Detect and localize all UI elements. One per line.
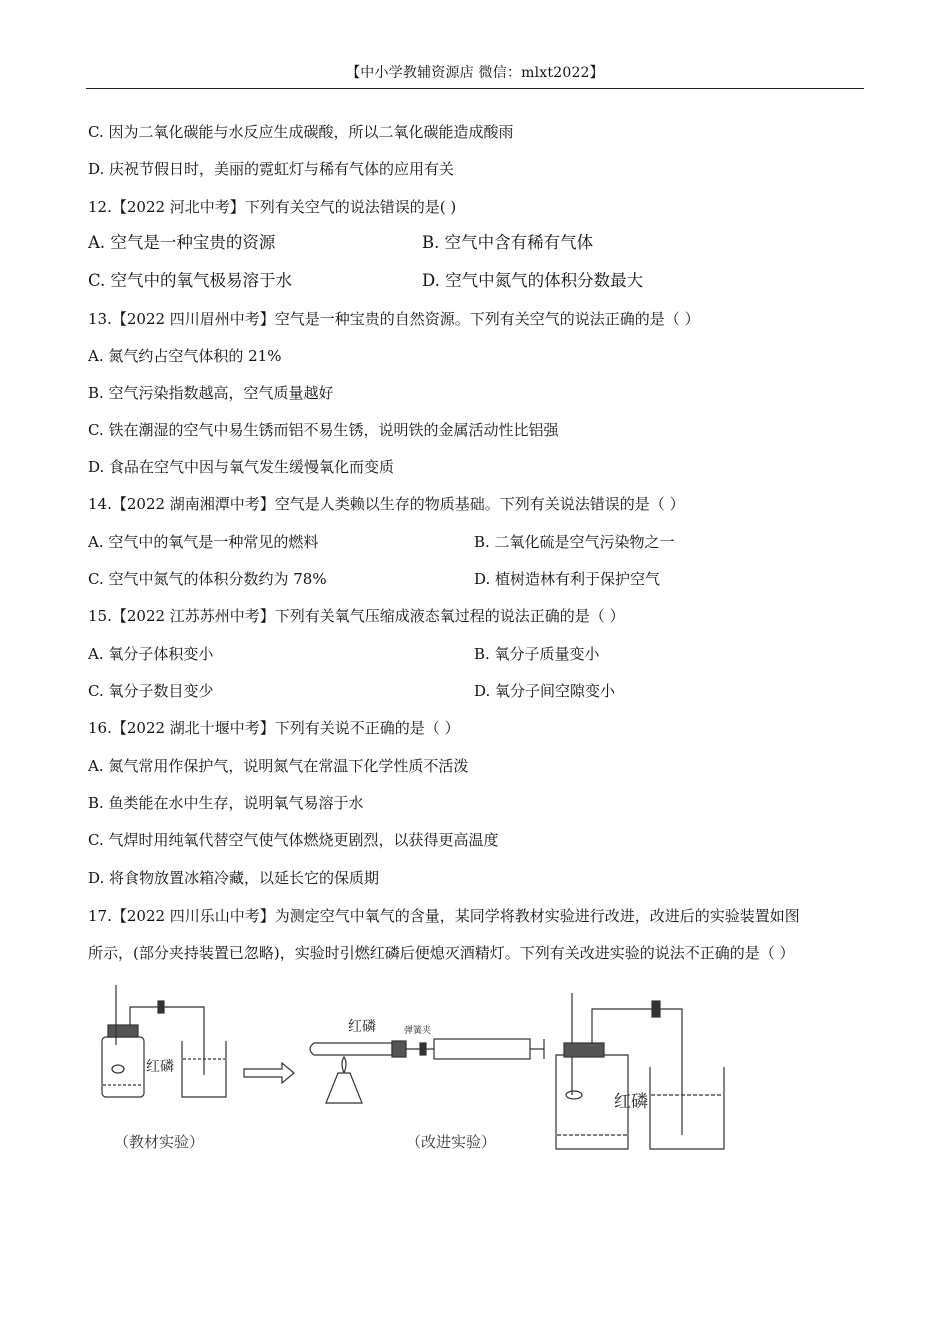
third-spoon — [566, 1091, 582, 1099]
combustion-spoon — [112, 1065, 124, 1073]
q13-option-c: C. 铁在潮湿的空气中易生锈而铝不易生锈，说明铁的金属活动性比铝强 — [88, 421, 559, 439]
q13-stem: 13.【2022 四川眉州中考】空气是一种宝贵的自然资源。下列有关空气的说法正确的是（ ） — [88, 310, 700, 328]
q11-option-d: D. 庆祝节假日时，美丽的霓虹灯与稀有气体的应用有关 — [88, 160, 455, 178]
q16-option-b: B. 鱼类能在水中生存，说明氧气易溶于水 — [88, 794, 364, 812]
q12-option-b: B. 空气中含有稀有气体 — [422, 233, 594, 252]
textbook-red-phosphorus-label: 红磷 — [146, 1059, 174, 1075]
q14-option-a: A. 空气中的氧气是一种常见的燃料 — [88, 533, 319, 551]
q16-option-c: C. 气焊时用纯氧代替空气使气体燃烧更剧烈，以获得更高温度 — [88, 831, 499, 849]
q12-stem: 12.【2022 河北中考】下列有关空气的说法错误的是( ) — [88, 198, 457, 216]
improved-red-phosphorus-label: 红磷 — [348, 1019, 376, 1035]
test-tube — [310, 1043, 392, 1055]
q13-option-b: B. 空气污染指数越高，空气质量越好 — [88, 384, 334, 402]
q16-option-a: A. 氮气常用作保护气，说明氮气在常温下化学性质不活泼 — [88, 757, 469, 775]
q12-option-d: D. 空气中氮气的体积分数最大 — [422, 271, 644, 290]
q14-option-b: B. 二氧化硫是空气污染物之一 — [474, 533, 675, 551]
q15-option-a: A. 氧分子体积变小 — [88, 645, 214, 663]
alcohol-lamp — [326, 1073, 362, 1103]
q14-option-c: C. 空气中氮气的体积分数约为 78% — [88, 570, 327, 588]
third-beaker — [650, 1067, 724, 1149]
improved-label: （改进实验） — [406, 1133, 497, 1151]
arrow — [244, 1063, 294, 1083]
header-divider — [86, 88, 864, 89]
textbook-label: （教材实验） — [114, 1133, 205, 1151]
q15-option-b: B. 氧分子质量变小 — [474, 645, 600, 663]
textbook-apparatus — [102, 985, 226, 1097]
q14-stem: 14.【2022 湖南湘潭中考】空气是人类赖以生存的物质基础。下列有关说法错误的是（ ） — [88, 495, 685, 513]
q15-option-c: C. 氧分子数目变少 — [88, 682, 214, 700]
q15-stem: 15.【2022 江苏苏州中考】下列有关氧气压缩成液态氧过程的说法正确的是（ ） — [88, 607, 625, 625]
q13-option-a: A. 氮气约占空气体积的 21% — [88, 347, 282, 365]
apparatus-diagram — [94, 985, 734, 1155]
tube-stopper — [392, 1041, 406, 1057]
q13-option-d: D. 食品在空气中因与氧气发生缓慢氧化而变质 — [88, 458, 395, 476]
q16-stem: 16.【2022 湖北十堰中考】下列有关说不正确的是（ ） — [88, 719, 460, 737]
spring-clip-label: 弹簧夹 — [404, 1026, 432, 1036]
third-red-phosphorus-label: 红磷 — [614, 1092, 648, 1112]
q17-stem-line1: 17.【2022 四川乐山中考】为测定空气中氧气的含量，某同学将教材实验进行改进，改进后的实验装置如图 — [88, 907, 800, 925]
q12-option-a: A. 空气是一种宝贵的资源 — [88, 233, 276, 252]
third-clip — [652, 1001, 660, 1017]
third-stopper — [564, 1043, 604, 1057]
q14-option-d: D. 植树造林有利于保护空气 — [474, 570, 661, 588]
q15-option-d: D. 氧分子间空隙变小 — [474, 682, 616, 700]
syringe-barrel — [434, 1039, 530, 1059]
clip — [158, 1001, 164, 1013]
q17-stem-line2: 所示，(部分夹持装置已忽略)，实验时引燃红磷后便熄灭酒精灯。下列有关改进实验的说法不正确的是（ ） — [88, 944, 795, 962]
third-apparatus — [556, 993, 724, 1149]
bottle-stopper — [108, 1025, 138, 1037]
q16-option-d: D. 将食物放置冰箱冷藏，以延长它的保质期 — [88, 869, 380, 887]
improved-apparatus — [310, 1039, 544, 1103]
flame — [342, 1057, 346, 1073]
page-header: 【中小学教辅资源店 微信：mlxt2022】 — [346, 65, 604, 81]
q11-option-c: C. 因为二氧化碳能与水反应生成碳酸，所以二氧化碳能造成酸雨 — [88, 123, 514, 141]
q12-option-c: C. 空气中的氧气极易溶于水 — [88, 271, 293, 290]
spring-clip — [420, 1043, 426, 1055]
experiment-figure — [94, 985, 734, 1155]
third-connecting-tube — [592, 1009, 682, 1135]
